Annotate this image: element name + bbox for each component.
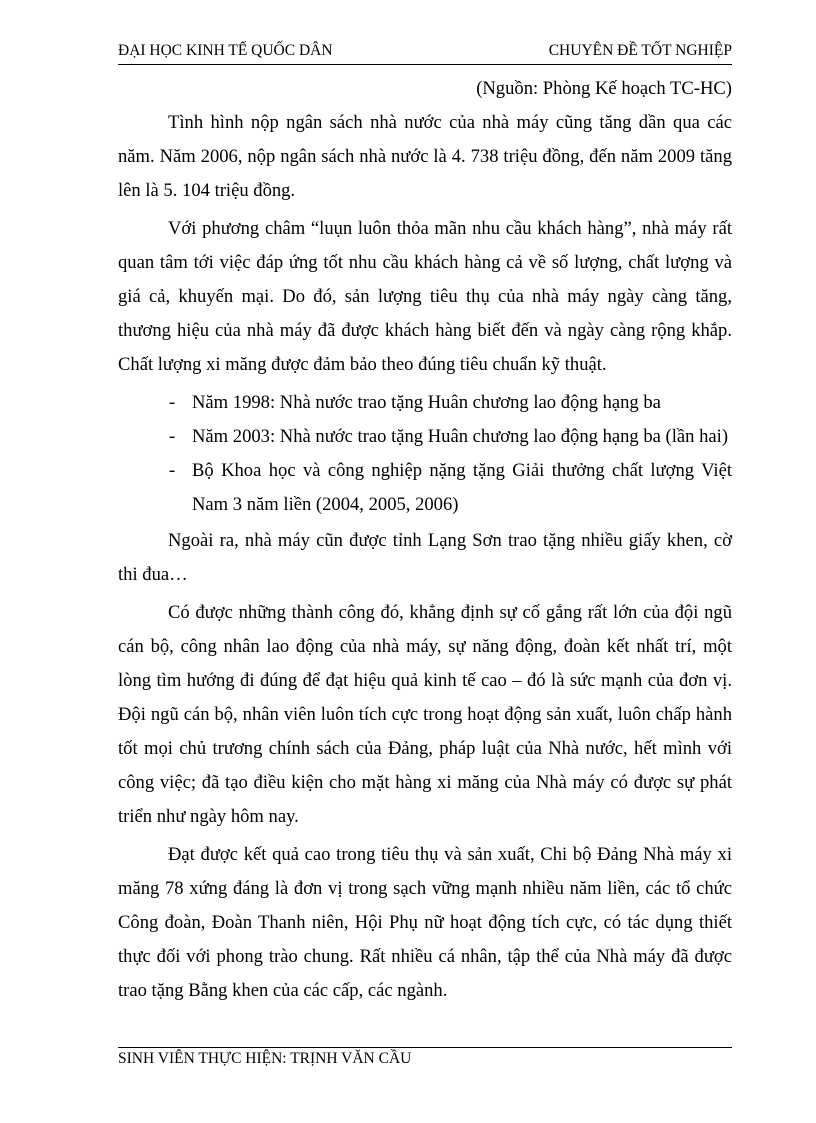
awards-list bbox=[118, 386, 732, 522]
paragraph-customer-motto: Với phương châm “luụn luôn thỏa mãn nhu cầu khách hàng”, nhà máy rất quan tâm tới việc đáp ứng tốt nhu cầu khách hàng cả về số lượng, chất lượng và giá cả, khuyến mại. Do đó, sản lượng tiêu thụ của nhà máy ngày càng tăng, thương hiệu của nhà máy đã được khách hàng biết đến và ngày càng rộng khắp. Chất lượng xi măng được đảm bảo theo đúng tiêu chuẩn kỹ thuật. bbox=[118, 218, 732, 375]
paragraph-budget: Tình hình nộp ngân sách nhà nước của nhà máy cũng tăng dần qua các năm. Năm 2006, nộp ngân sách nhà nước là 4. 738 triệu đồng, đến năm 2009 tăng lên là 5. 104 triệu đồng. bbox=[118, 112, 732, 201]
list-item bbox=[118, 420, 732, 454]
document-body bbox=[118, 72, 732, 1012]
paragraph-province-awards: Ngoài ra, nhà máy cũn được tỉnh Lạng Sơn trao tặng nhiều giấy khen, cờ thi đua… bbox=[118, 530, 732, 585]
header-university: ĐẠI HỌC KINH TẾ QUỐC DÂN bbox=[118, 42, 333, 59]
list-item-text: Năm 1998: Nhà nước trao tặng Huân chương lao động hạng ba bbox=[192, 392, 661, 413]
list-item-text: Năm 2003: Nhà nước trao tặng Huân chương lao động hạng ba (lần hai) bbox=[192, 426, 729, 447]
paragraph-achievements: Có được những thành công đó, khẳng định sự cố gắng rất lớn của đội ngũ cán bộ, công nhân lao động của nhà máy, sự năng động, đoàn kết nhất trí, một lòng tìm hướng đi đúng để đạt hiệu quả kinh tế cao – đó là sức mạnh của đơn vị. Đội ngũ cán bộ, nhân viên luôn tích cực trong hoạt động sản xuất, luôn chấp hành tốt mọi chủ trương chính sách của Đảng, pháp luật của Nhà nước, hết mình với công việc; đã tạo điều kiện cho mặt hàng xi măng của Nhà máy có được sự phát triển như ngày hôm nay. bbox=[118, 602, 732, 827]
list-dash: - bbox=[169, 460, 176, 481]
header-document-type: CHUYÊN ĐỀ TỐT NGHIỆP bbox=[548, 42, 732, 59]
page-footer bbox=[118, 1047, 732, 1068]
footer-student-name: SINH VIÊN THỰC HIỆN: TRỊNH VĂN CẦU bbox=[118, 1050, 412, 1067]
list-item bbox=[118, 386, 732, 420]
page-header bbox=[118, 40, 732, 65]
list-dash: - bbox=[169, 392, 176, 413]
list-item bbox=[118, 454, 732, 522]
paragraph-party-cell: Đạt được kết quả cao trong tiêu thụ và sản xuất, Chi bộ Đảng Nhà máy xi măng 78 xứng đáng là đơn vị trong sạch vững mạnh nhiều năm liền, các tổ chức Công đoàn, Đoàn Thanh niên, Hội Phụ nữ hoạt động tích cực, có tác dụng thiết thực đối với phong trào chung. Rất nhiều cá nhân, tập thể của Nhà máy đã được trao tặng Bằng khen của các cấp, các ngành. bbox=[118, 844, 732, 1001]
source-note: (Nguồn: Phòng Kế hoạch TC-HC) bbox=[476, 78, 732, 99]
list-item-text: Bộ Khoa học và công nghiệp nặng tặng Giải thưởng chất lượng Việt Nam 3 năm liền (2004, 2005, 2006) bbox=[192, 460, 732, 515]
list-dash: - bbox=[169, 426, 176, 447]
